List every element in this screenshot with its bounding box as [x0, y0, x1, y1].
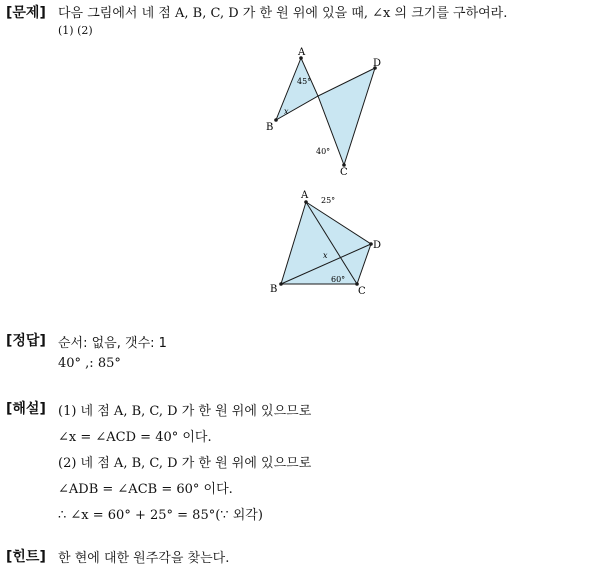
- figure-2-vertex-b: [279, 282, 283, 286]
- figure-2-label-b: B: [270, 284, 278, 295]
- figure-2-label-c: C: [358, 286, 366, 296]
- figure-1-label-c: C: [340, 167, 348, 178]
- answer-line-1: 순서: 없음, 갯수: 1: [58, 336, 167, 351]
- solution-line: (2) 네 점 A, B, C, D 가 한 원 위에 있으므로: [58, 456, 312, 471]
- hint-text: 한 현에 대한 원주각을 찾는다.: [58, 551, 230, 566]
- solution-line: ∠ADB = ∠ACB = 60° 이다.: [58, 482, 233, 497]
- figure-1-label-b: B: [266, 122, 274, 133]
- solution-tag: [해설]: [6, 401, 46, 417]
- figure-1-triangle-abx: [276, 58, 318, 120]
- answer-tag: [정답]: [6, 333, 46, 349]
- figure-2: [265, 188, 390, 296]
- figure-2-label-d: D: [373, 240, 382, 251]
- figure-1-label-a: A: [298, 47, 306, 58]
- figure-2-label-a: A: [301, 190, 309, 201]
- figure-1: [255, 44, 395, 179]
- figure-2-angle-25: 25°: [321, 196, 336, 205]
- solution-line: ∴ ∠x = 60° + 25° = 85°(∵ 외각): [58, 508, 263, 523]
- figure-2-angle-60: 60°: [331, 275, 346, 284]
- problem-tag: [문제]: [6, 5, 46, 21]
- solution-line: (1) 네 점 A, B, C, D 가 한 원 위에 있으므로: [58, 404, 312, 419]
- figure-1-angle-40: 40°: [316, 147, 331, 156]
- hint-tag: [힌트]: [6, 549, 46, 565]
- answer-line-2: 40° ,: 85°: [58, 356, 121, 371]
- problem-text: 다음 그림에서 네 점 A, B, C, D 가 한 원 위에 있을 때, ∠x 의 크기를 구하여라.: [58, 6, 508, 21]
- figure-2-angle-x: x: [323, 251, 328, 260]
- solution-line: ∠x = ∠ACD = 40° 이다.: [58, 430, 212, 445]
- figure-1-angle-45: 45°: [297, 77, 312, 86]
- figure-1-angle-x: x: [284, 107, 289, 116]
- figure-1-vertex-b: [274, 118, 278, 122]
- figure-2-quadrilateral: [281, 202, 371, 284]
- problem-subparts: (1) (2): [58, 24, 93, 37]
- figure-1-label-d: D: [373, 58, 382, 69]
